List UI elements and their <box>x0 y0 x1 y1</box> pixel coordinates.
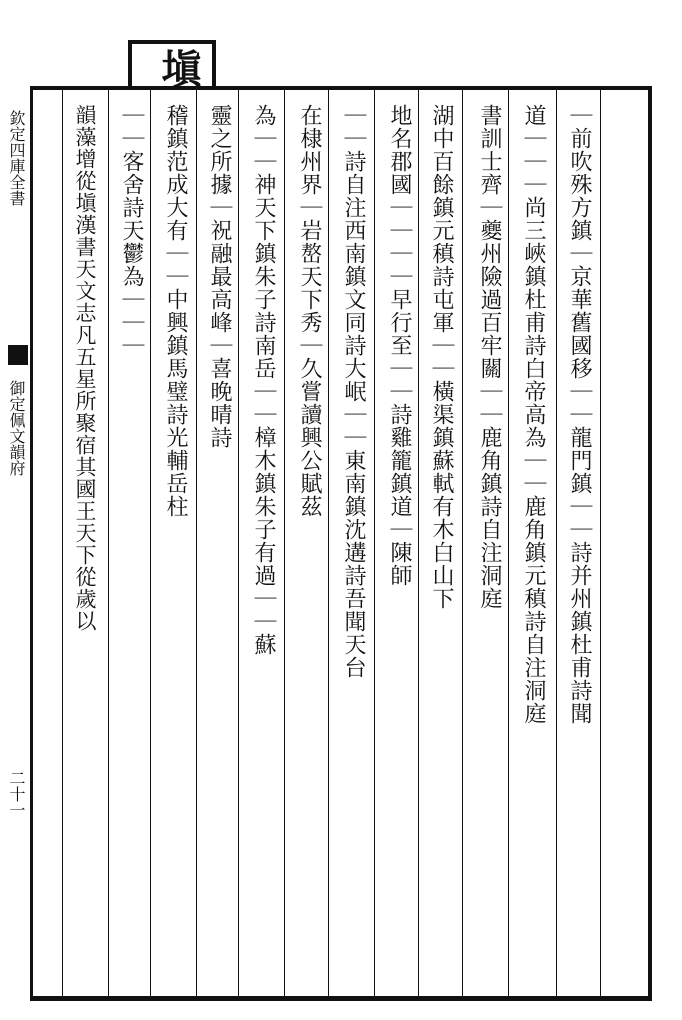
text-column-11: ｜｜客舍詩天鬱為｜｜｜ <box>119 104 144 357</box>
divider <box>150 90 151 996</box>
text-column-14: 韻藻增從塡漢書天文志凡五星所聚宿其國王天下從歲以 <box>73 104 97 632</box>
divider <box>374 90 375 996</box>
text-column-8: 為｜｜神天下鎮朱子詩南岳｜｜樟木鎮朱子有過｜｜蘇 <box>251 104 276 656</box>
head-box-right <box>212 40 216 90</box>
text-column-6: ｜｜詩自注西南鎮文同詩大岷｜｜東南鎮沈遘詩吾聞天台 <box>341 104 366 679</box>
divider <box>108 90 109 996</box>
divider <box>508 90 509 996</box>
text-column-7: 在棣州界｜岩嶅天下秀｜久嘗讀興公賦茲 <box>297 104 322 518</box>
divider <box>418 90 419 996</box>
left-rule <box>30 86 33 1001</box>
text-column-1: ｜前吹殊方鎮｜京華舊國移｜｜龍門鎮｜｜詩并州鎮杜甫詩聞 <box>567 104 592 725</box>
side-title: 欽定四庫全書 <box>7 110 26 206</box>
bottom-rule <box>30 996 652 1001</box>
divider <box>238 90 239 996</box>
divider <box>556 90 557 996</box>
page-number: 二十一 <box>7 770 26 818</box>
divider <box>284 90 285 996</box>
text-column-10: 稽鎮范成大有｜｜中興鎮馬璧詩光輔岳柱 <box>163 104 188 518</box>
header-character: 塡 <box>155 48 202 88</box>
text-column-5: 地名郡國｜｜｜｜早行至｜｜詩雞籠鎮道｜陳師 <box>387 104 412 587</box>
side-black-bar <box>8 345 28 365</box>
divider <box>196 90 197 996</box>
head-box-left <box>128 40 132 90</box>
divider <box>328 90 329 996</box>
divider <box>600 90 601 996</box>
right-rule <box>648 86 652 1001</box>
divider <box>462 90 463 996</box>
head-box-top <box>128 40 216 44</box>
top-rule <box>30 86 652 90</box>
divider <box>62 90 63 996</box>
text-column-3: 書訓士齊｜夔州險過百牢關｜｜鹿角鎮詩自注洞庭 <box>477 104 502 610</box>
side-book-title: 御定佩文韻府 <box>7 380 26 476</box>
text-column-2: 道｜｜｜尚三峽鎮杜甫詩白帝高為｜｜鹿角鎮元稹詩自注洞庭 <box>521 104 546 725</box>
text-column-9: 靈之所據｜祝融最高峰｜喜晚晴詩 <box>207 104 232 449</box>
text-column-4: 湖中百餘鎮元稹詩屯軍｜｜橫渠鎮蘇軾有木白山下 <box>429 104 454 610</box>
